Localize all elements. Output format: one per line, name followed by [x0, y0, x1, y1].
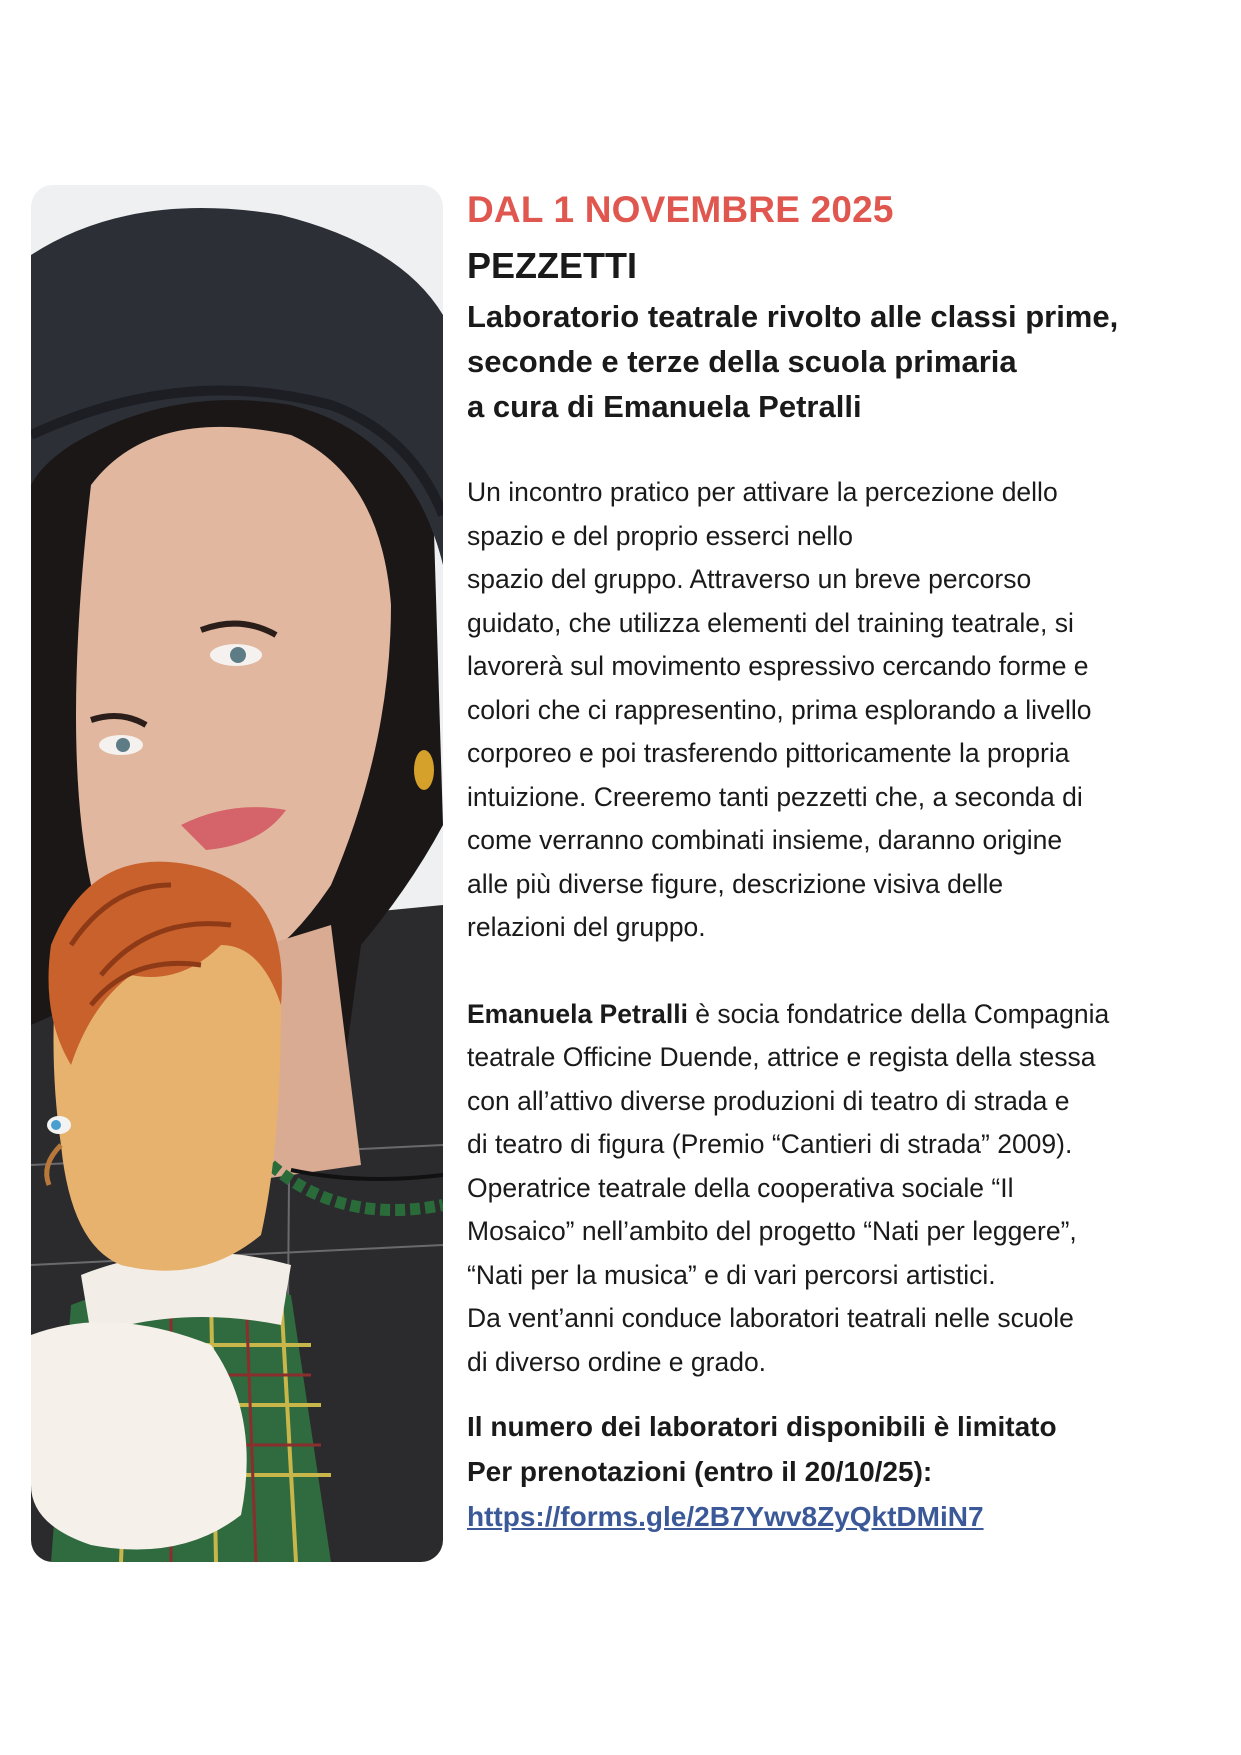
subtitle-line: Laboratorio teatrale rivolto alle classi prime, — [467, 299, 1119, 334]
intro-line: lavorerà sul movimento espressivo cercando forme e — [467, 651, 1089, 681]
bio-line: Mosaico” nell’ambito del progetto “Nati per leggere”, — [467, 1216, 1077, 1246]
intro-line: come verranno combinati insieme, daranno origine — [467, 825, 1063, 855]
bio-line: Da vent’anni conduce laboratori teatrali nelle scuole — [467, 1303, 1074, 1333]
intro-line: colori che ci rappresentino, prima esplorando a livello — [467, 694, 1092, 725]
intro-line: intuizione. Creeremo tanti pezzetti che, a seconda di — [467, 781, 1083, 812]
intro-line: corporeo e poi trasferendo pittoricamente la propria — [467, 738, 1070, 768]
bio-line: di diverso ordine e grado. — [467, 1346, 767, 1377]
page-title: PEZZETTI — [467, 245, 637, 286]
bio-line: di teatro di figura (Premio “Cantieri di strada” 2009). — [467, 1129, 1073, 1159]
intro-line: spazio del gruppo. Attraverso un breve percorso — [467, 564, 1032, 594]
intro-line: Un incontro pratico per attivare la percezione dello — [467, 477, 1058, 507]
booking-notice — [467, 1404, 1207, 1539]
portrait-illustration — [31, 185, 443, 1562]
bio-first-line-text: è socia fondatrice della Compagnia — [687, 998, 1110, 1029]
bio-first-line — [467, 993, 1207, 1037]
bio-line: Operatrice teatrale della cooperativa sociale “Il — [467, 1172, 1014, 1203]
intro-line: guidato, che utilizza elementi del training teatrale, si — [467, 607, 1074, 638]
intro-paragraph — [467, 471, 1207, 950]
subtitle-line: a cura di Emanuela Petralli — [467, 389, 862, 424]
limited-notice: Il numero dei laboratori disponibili è limitato — [467, 1411, 1057, 1442]
booking-link[interactable]: https://forms.gle/2B7Ywv8ZyQktDMiN7 — [467, 1501, 984, 1532]
intro-line: relazioni del gruppo. — [467, 912, 706, 942]
bio-line: “Nati per la musica” e di vari percorsi artistici. — [467, 1259, 996, 1290]
bio-line: con all’attivo diverse produzioni di teatro di strada e — [467, 1085, 1070, 1116]
reservation-label: Per prenotazioni (entro il 20/10/25): — [467, 1456, 933, 1487]
portrait-photo — [31, 185, 443, 1562]
text-column — [467, 182, 1207, 1539]
subtitle — [467, 294, 1207, 429]
bio-name: Emanuela Petralli — [467, 998, 688, 1029]
intro-line: alle più diverse figure, descrizione visiva delle — [467, 868, 1004, 899]
intro-line: spazio e del proprio esserci nello — [467, 520, 853, 551]
subtitle-line: seconde e terze della scuola primaria — [467, 344, 1017, 379]
event-date: DAL 1 NOVEMBRE 2025 — [467, 189, 894, 230]
bio-line: teatrale Officine Duende, attrice e regista della stessa — [467, 1042, 1096, 1072]
bio-paragraph — [467, 993, 1207, 1385]
